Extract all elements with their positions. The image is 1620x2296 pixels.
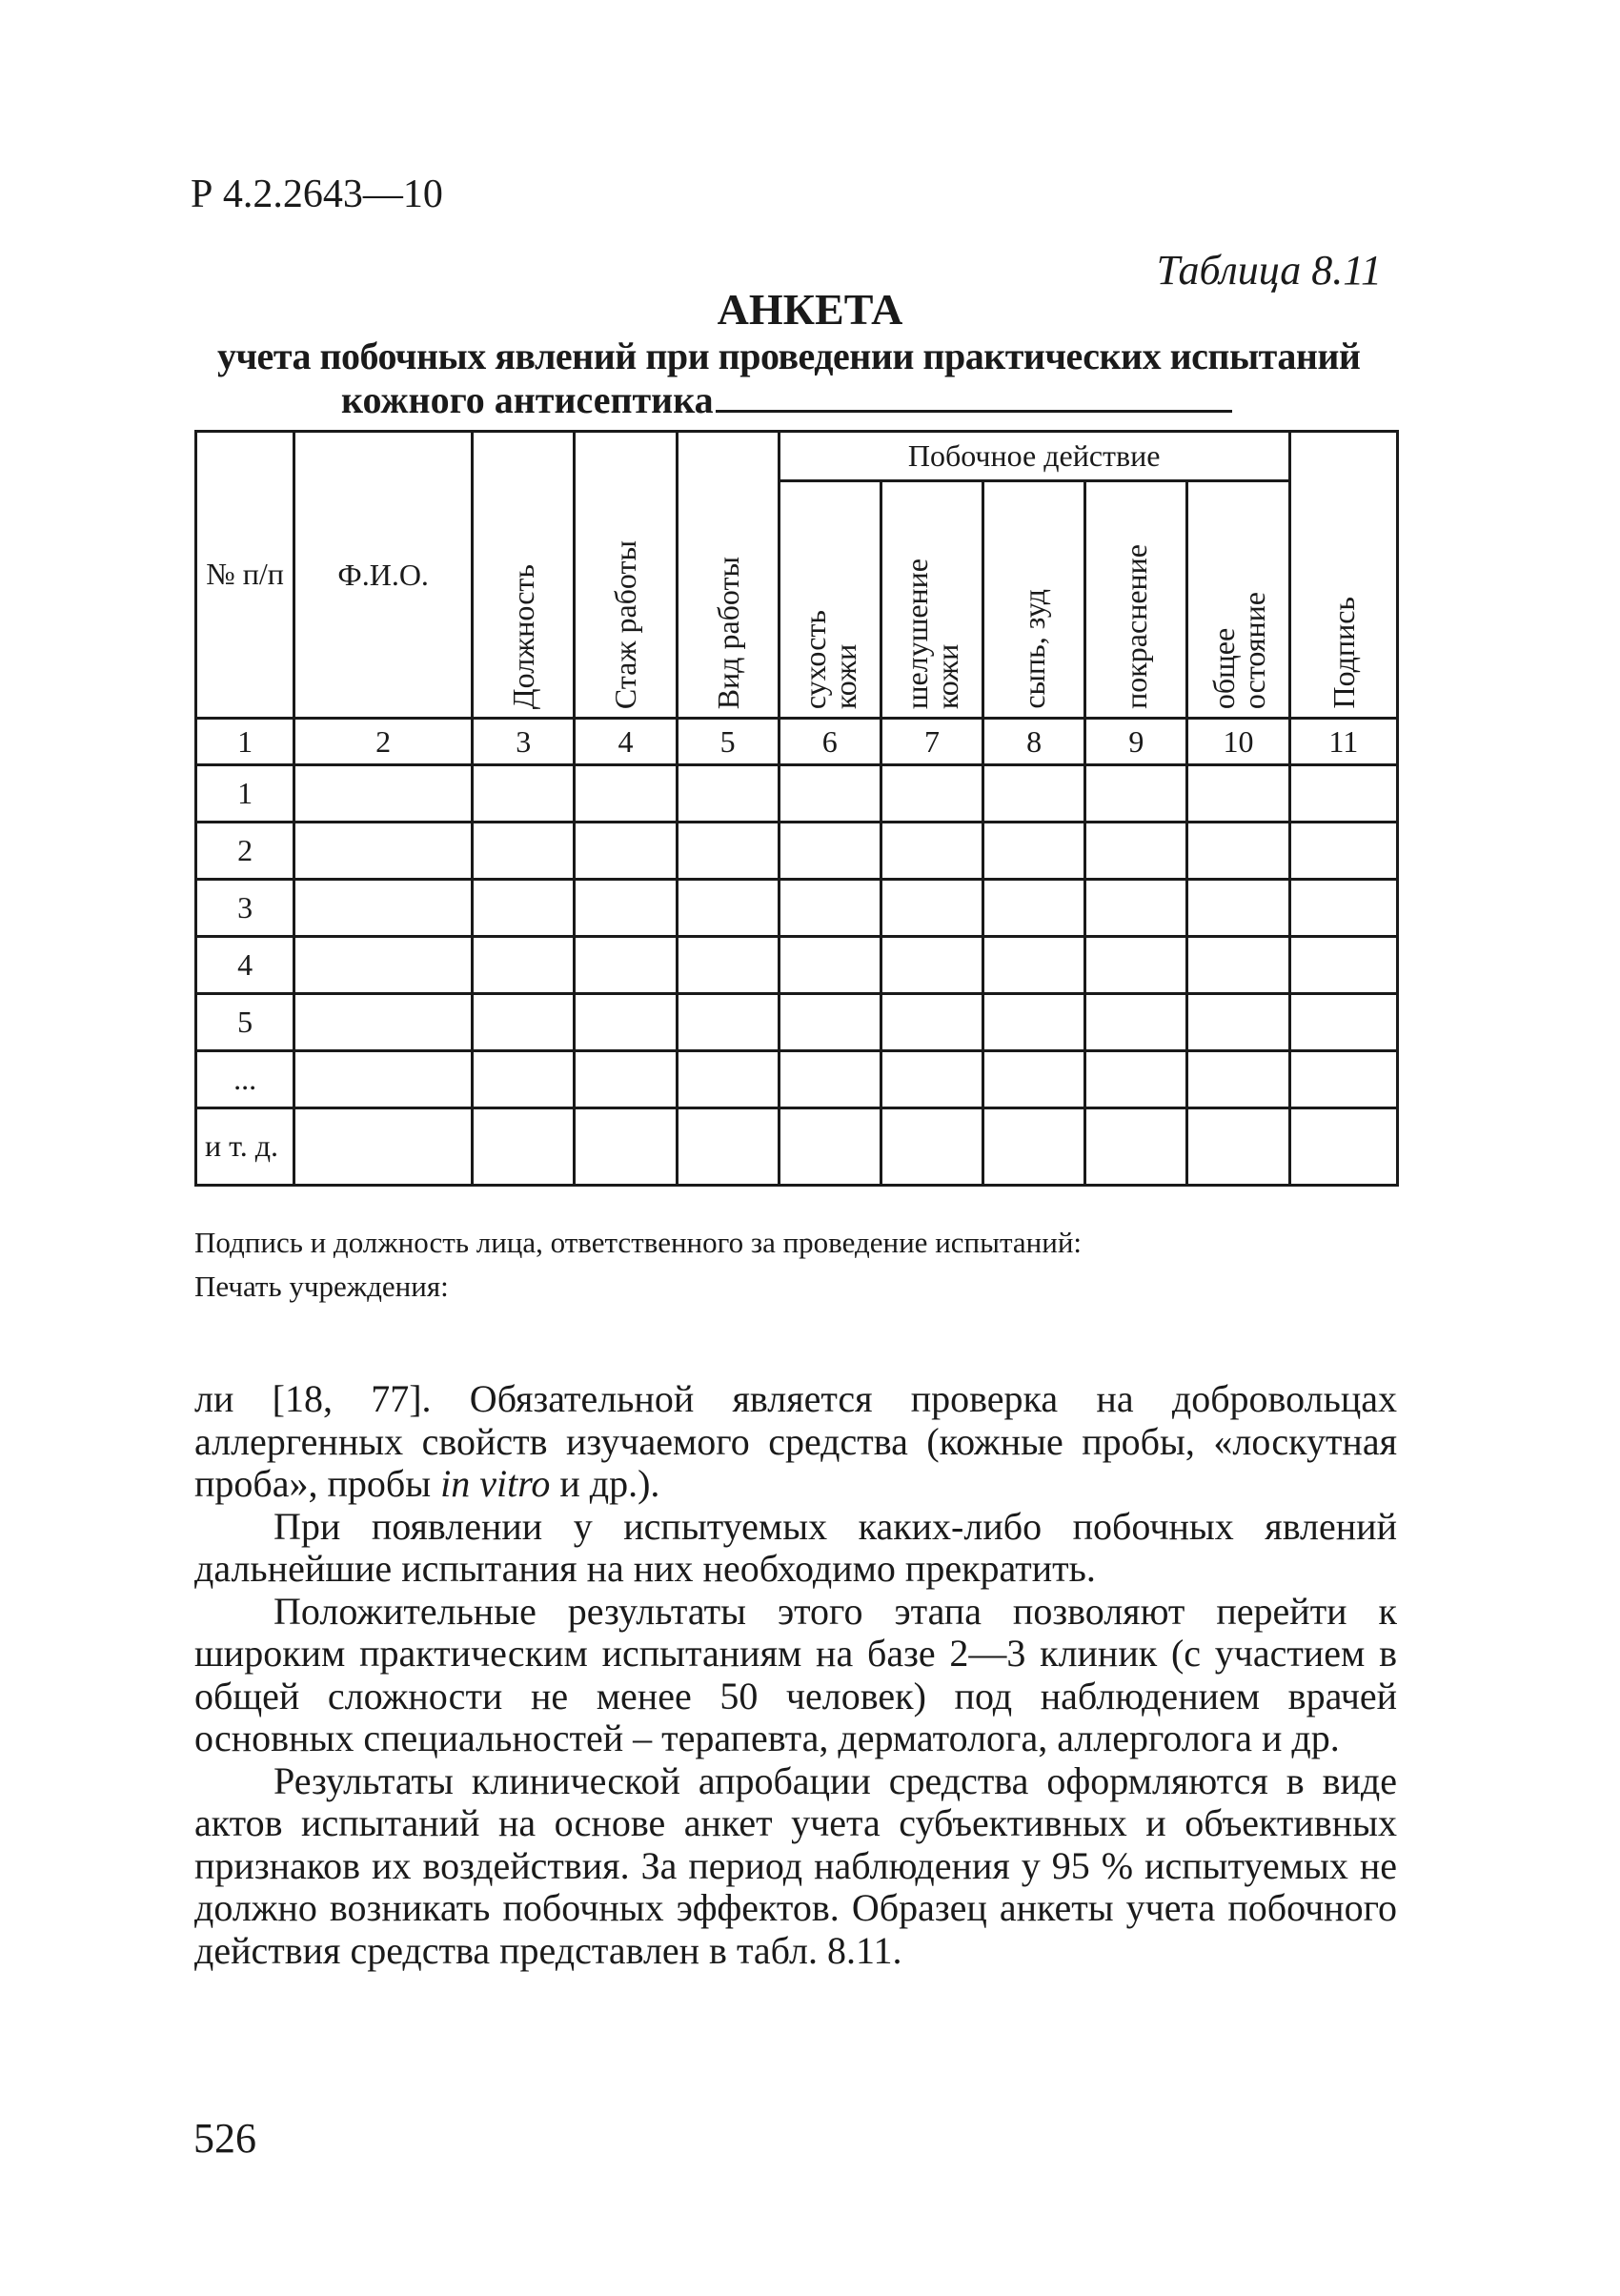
- empty-cell: [473, 937, 575, 994]
- empty-cell: [575, 823, 677, 880]
- empty-cell: [983, 937, 1085, 994]
- empty-cell: [779, 1051, 881, 1108]
- column-number: 11: [1289, 719, 1397, 765]
- empty-cell: [1187, 765, 1289, 823]
- empty-cell: [1289, 937, 1397, 994]
- empty-cell: [1289, 823, 1397, 880]
- empty-cell: [1085, 1108, 1187, 1186]
- column-number: 9: [1085, 719, 1187, 765]
- form-subtitle-line2: [341, 377, 1232, 422]
- empty-cell: [1187, 1108, 1289, 1186]
- empty-cell: [294, 765, 473, 823]
- column-number: 6: [779, 719, 881, 765]
- table-row: [196, 994, 1398, 1051]
- empty-cell: [1289, 880, 1397, 937]
- empty-cell: [294, 1051, 473, 1108]
- empty-cell: [575, 994, 677, 1051]
- institution-stamp-note: Печать учреждения:: [194, 1270, 449, 1303]
- empty-cell: [575, 765, 677, 823]
- empty-cell: [881, 880, 982, 937]
- empty-cell: [677, 880, 779, 937]
- table-row: [196, 937, 1398, 994]
- col-header-general: общее остояние: [1187, 481, 1289, 719]
- column-number: 8: [983, 719, 1085, 765]
- empty-cell: [473, 765, 575, 823]
- page-number: 526: [193, 2115, 256, 2162]
- empty-cell: [1085, 880, 1187, 937]
- empty-cell: [677, 1108, 779, 1186]
- empty-cell: [575, 880, 677, 937]
- table-row: [196, 1051, 1398, 1108]
- col-header-peeling: шелушение кожи: [881, 481, 982, 719]
- col-header-dry-skin: сухость кожи: [779, 481, 881, 719]
- col-header-num: № п/п: [196, 432, 294, 719]
- table-row: [196, 823, 1398, 880]
- empty-cell: [779, 765, 881, 823]
- row-label: 1: [196, 765, 294, 823]
- empty-cell: [1187, 823, 1289, 880]
- empty-cell: [779, 994, 881, 1051]
- col-header-work-type: Вид работы: [677, 432, 779, 719]
- row-label: 5: [196, 994, 294, 1051]
- column-number: 3: [473, 719, 575, 765]
- empty-cell: [473, 1051, 575, 1108]
- paragraph-2: При появлении у испытуемых каких-либо побочных явлений дальнейшие испытания на них необходимо прекратить.: [194, 1504, 1397, 1590]
- empty-cell: [779, 937, 881, 994]
- table-row: [196, 880, 1398, 937]
- empty-cell: [1085, 765, 1187, 823]
- empty-cell: [575, 1108, 677, 1186]
- column-number: 2: [294, 719, 473, 765]
- empty-cell: [575, 1051, 677, 1108]
- empty-cell: [473, 1108, 575, 1186]
- paragraph-1: ли [18, 77]. Обязательной является проверка на добровольцах аллергенных свойств изучаемого средства (кожные пробы, «лоскутная проба», пробы in vitro и др.).: [194, 1377, 1397, 1505]
- table-row: [196, 765, 1398, 823]
- empty-cell: [881, 937, 982, 994]
- column-number: 4: [575, 719, 677, 765]
- empty-cell: [983, 765, 1085, 823]
- empty-cell: [294, 937, 473, 994]
- empty-cell: [779, 880, 881, 937]
- empty-cell: [779, 1108, 881, 1186]
- empty-cell: [779, 823, 881, 880]
- col-header-position: Должность: [473, 432, 575, 719]
- body-text: [194, 1378, 1397, 1972]
- antiseptic-name-blank: [716, 379, 1232, 413]
- empty-cell: [1085, 1051, 1187, 1108]
- empty-cell: [1187, 1051, 1289, 1108]
- side-effects-table: [194, 430, 1399, 1187]
- form-subtitle: учета побочных явлений при проведении практических испытаний: [217, 335, 1361, 377]
- empty-cell: [294, 880, 473, 937]
- document-code: Р 4.2.2643—10: [191, 173, 443, 216]
- empty-cell: [677, 765, 779, 823]
- empty-cell: [983, 994, 1085, 1051]
- empty-cell: [677, 823, 779, 880]
- empty-cell: [1187, 880, 1289, 937]
- empty-cell: [473, 994, 575, 1051]
- column-number: 5: [677, 719, 779, 765]
- row-label: 2: [196, 823, 294, 880]
- empty-cell: [294, 994, 473, 1051]
- column-number: 1: [196, 719, 294, 765]
- table-label: Таблица 8.11: [1156, 247, 1382, 294]
- paragraph-4: Результаты клинической апробации средства оформляются в виде актов испытаний на основе анкет учета субъективных и объективных признаков их воздействия. За период наблюдения у 95 % испытуемых не должно возникать побочных эффектов. Образец анкеты учета побочного действия средства представлен в табл. 8.11.: [194, 1758, 1397, 1972]
- empty-cell: [881, 994, 982, 1051]
- empty-cell: [575, 937, 677, 994]
- row-label: 3: [196, 880, 294, 937]
- col-header-fio: Ф.И.О.: [294, 432, 473, 719]
- responsible-person-note: Подпись и должность лица, ответственного за проведение испытаний:: [194, 1226, 1083, 1259]
- empty-cell: [881, 1051, 982, 1108]
- col-header-experience: Стаж работы: [575, 432, 677, 719]
- row-label: и т. д.: [196, 1108, 294, 1186]
- row-label: ...: [196, 1051, 294, 1108]
- col-header-signature: Подпись: [1289, 432, 1397, 719]
- paragraph-3: Положительные результаты этого этапа позволяют перейти к широким практическим испытаниям на базе 2—3 клиник (с участием в общей сложности не менее 50 человек) под наблюдением врачей основных специальностей – терапевта, дерматолога, аллерголога и др.: [194, 1589, 1397, 1759]
- empty-cell: [983, 880, 1085, 937]
- empty-cell: [1187, 994, 1289, 1051]
- empty-cell: [1289, 1108, 1397, 1186]
- row-label: 4: [196, 937, 294, 994]
- table-row: [196, 1108, 1398, 1186]
- empty-cell: [1289, 1051, 1397, 1108]
- empty-cell: [1085, 937, 1187, 994]
- empty-cell: [473, 880, 575, 937]
- empty-cell: [983, 823, 1085, 880]
- empty-cell: [881, 823, 982, 880]
- column-number: 7: [881, 719, 982, 765]
- empty-cell: [677, 994, 779, 1051]
- empty-cell: [881, 1108, 982, 1186]
- column-number: 10: [1187, 719, 1289, 765]
- col-header-side-effects: Побочное действие: [779, 432, 1289, 481]
- antiseptic-label: кожного антисептика: [341, 378, 714, 421]
- empty-cell: [677, 1051, 779, 1108]
- empty-cell: [294, 823, 473, 880]
- empty-cell: [881, 765, 982, 823]
- empty-cell: [983, 1108, 1085, 1186]
- empty-cell: [1085, 994, 1187, 1051]
- form-title: АНКЕТА: [717, 285, 903, 334]
- empty-cell: [473, 823, 575, 880]
- column-number-row: [196, 719, 1398, 765]
- col-header-rash: сыпь, зуд: [983, 481, 1085, 719]
- col-header-redness: покраснение: [1085, 481, 1187, 719]
- empty-cell: [1289, 994, 1397, 1051]
- empty-cell: [1289, 765, 1397, 823]
- empty-cell: [677, 937, 779, 994]
- empty-cell: [294, 1108, 473, 1186]
- empty-cell: [1085, 823, 1187, 880]
- empty-cell: [983, 1051, 1085, 1108]
- empty-cell: [1187, 937, 1289, 994]
